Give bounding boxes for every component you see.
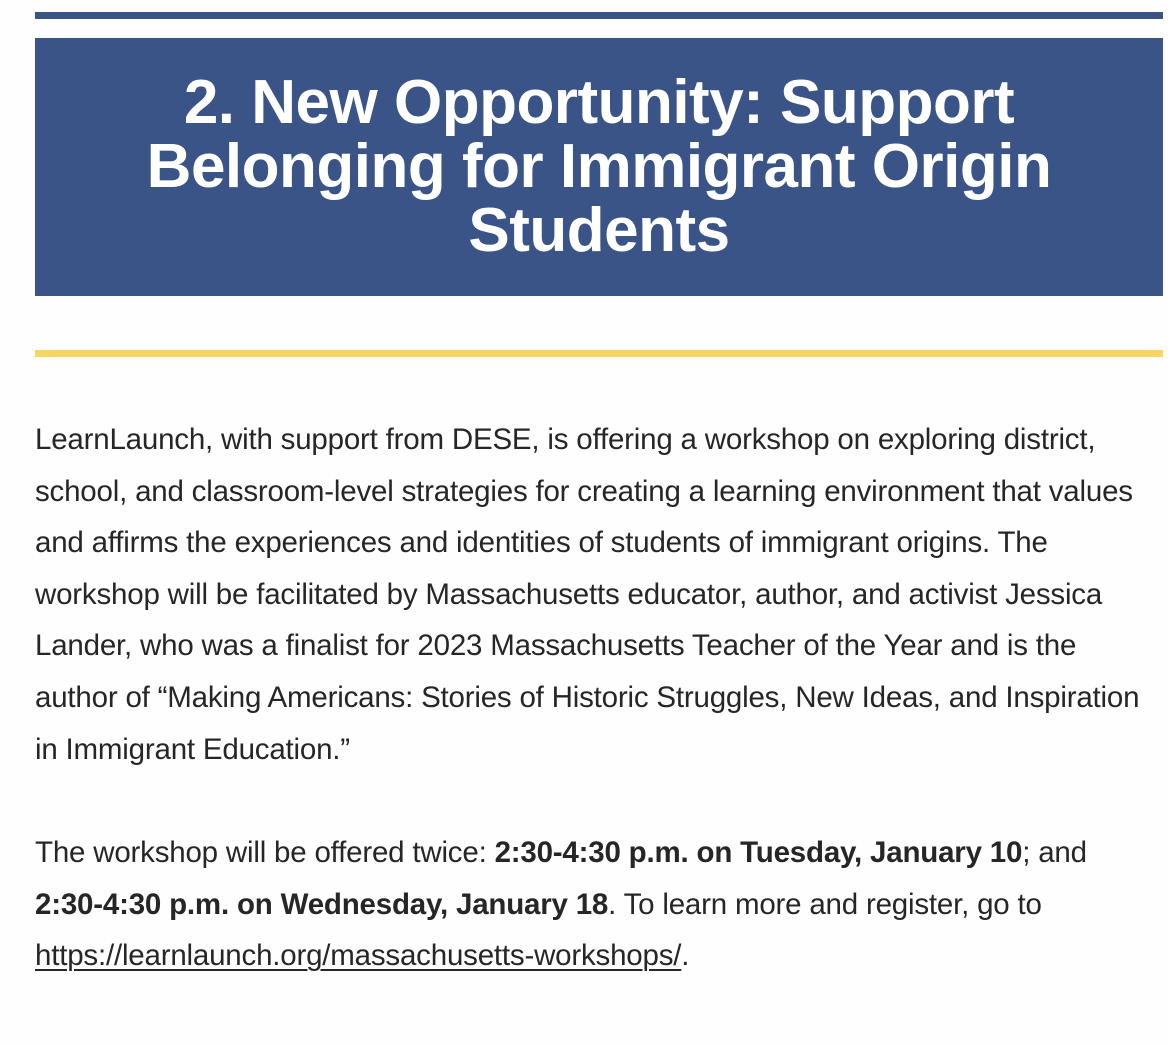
session-one-time: 2:30-4:30 p.m. on Tuesday, January 10 (494, 836, 1023, 870)
session-two-time: 2:30-4:30 p.m. on Wednesday, January 18 (35, 887, 609, 921)
trailing-period: . (681, 939, 690, 973)
schedule-paragraph (35, 827, 1160, 982)
schedule-separator: ; and (1022, 836, 1087, 870)
register-text: . To learn more and register, go to (608, 887, 1042, 921)
schedule-lead: The workshop will be offered twice: (35, 836, 495, 870)
top-divider (35, 12, 1163, 19)
section-title: 2. New Opportunity: Support Belonging for Immigrant Origin Students (146, 68, 1052, 265)
article-body (35, 414, 1160, 982)
intro-paragraph: LearnLaunch, with support from DESE, is offering a workshop on exploring district, school, and classroom-level strategies for creating a learning environment that values and affirms the experiences and identities of students of immigrant origins. The workshop will be facilitated by Massachusetts educator, author, and activist Jessica Lander, who was a finalist for 2023 Massachusetts Teacher of the Year and is the author of “Making Americans: Stories of Historic Struggles, New Ideas, and Inspiration in Immigrant Education.” (35, 423, 1140, 766)
accent-divider (35, 350, 1163, 357)
section-title-banner (35, 38, 1163, 296)
workshops-link[interactable]: https://learnlaunch.org/massachusetts-workshops/ (35, 939, 682, 973)
